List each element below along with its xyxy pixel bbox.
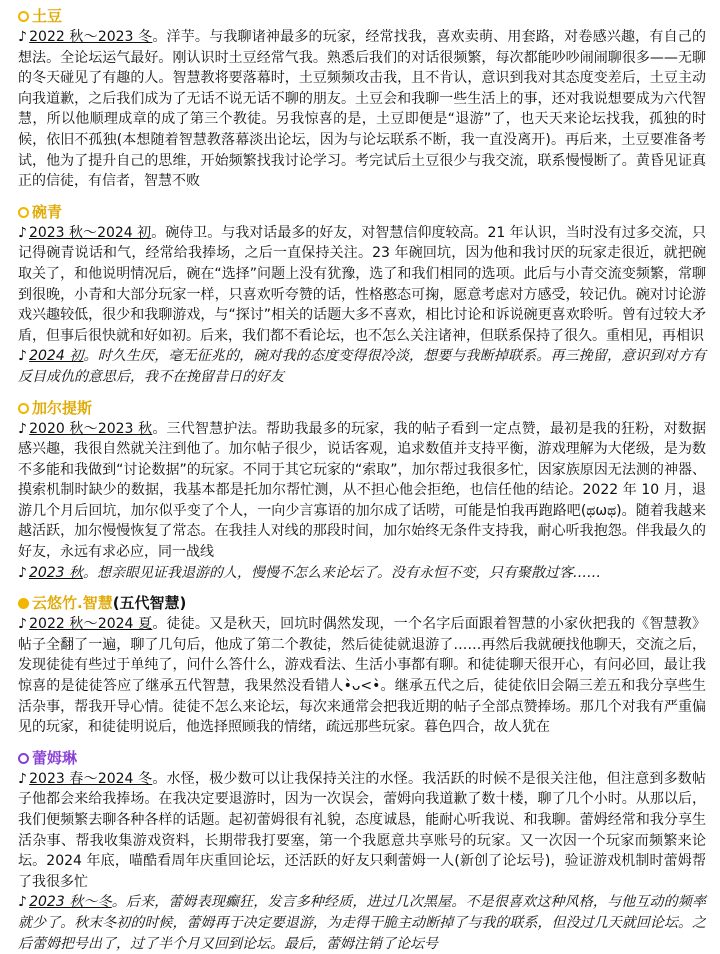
music-note-icon: ♪: [18, 224, 27, 241]
music-note-icon: ♪: [18, 29, 28, 45]
entry-paragraph-epilogue: [18, 346, 706, 387]
circle-bullet-icon: [18, 753, 29, 764]
filled-circle-bullet-icon: [18, 598, 29, 609]
entry-tudou: [18, 6, 706, 192]
music-note-icon: ♪: [18, 894, 28, 911]
entry-text: 。时久生厌，毫无征兆的，碗对我的态度变得很冷淡，想要与我断掉联系。再三挽留，意识到对方有反目成仇的意思后，我不在挽留昔日的好友: [18, 348, 706, 385]
entry-header: [18, 593, 706, 614]
circle-bullet-icon: [18, 11, 29, 22]
entry-paragraph: [18, 614, 706, 738]
entry-name: 蕾姆琳: [32, 748, 78, 767]
music-note-icon: ♪: [18, 770, 28, 787]
entry-text: 。水怪，极少数可以让我保持关注的水怪。我活跃的时候不是很关注他，但注意到多数帖子他都会来给我捧场。在我决定要退游时，因为一次误会，蕾姆向我道歉了数十楼，聊了几个小时。从那以后，我们便频繁去聊各种各样的话题。起初蕾姆很有礼貌，态度诚恳，能耐心听我说、和我聊。蕾姆经常和我分享生活杂事、帮我收集游戏资料，长期带我打要塞，第一个我愿意共享账号的玩家。又一次因一个玩家而频繁来论坛。2024 年底，喵酷看周年庆重回论坛，还活跃的好友只剩蕾姆一人(新创了论坛号)，验证游戏机制时蕾姆帮了我很多忙: [18, 770, 706, 890]
entry-period: 2022 秋～2023 冬: [29, 29, 153, 45]
circle-bullet-icon: [18, 207, 29, 218]
entry-header: [18, 6, 706, 27]
entry-subtitle: (五代智慧): [112, 594, 187, 613]
entry-wanqing: [18, 202, 706, 388]
entry-jiaertisi: [18, 398, 706, 584]
entry-paragraph: [18, 223, 706, 347]
entry-name: 土豆: [32, 7, 63, 25]
entry-text: 。后来，蕾姆表现癫狂，发言多种经质，进过几次黑屋。不是很喜欢这种风格，与他互动的频率就少了。秋末冬初的时候，蕾姆再于决定要退游，为走得干脆主动断掉了与我的联系，但没过几天就回论坛。之后蕾姆把号出了，过了半个月又回到论坛。最后，蕾姆注销了论坛号: [18, 894, 706, 952]
entry-header: [18, 748, 706, 769]
circle-bullet-icon: [18, 403, 29, 414]
entry-period: 2023 春～2024 冬: [29, 770, 153, 787]
entry-text: 。洋芋。与我聊诸神最多的玩家，经常找我，喜欢卖萌、用套路，对卷感兴趣，有自己的想法。全论坛运气最好。刚认识时土豆经常气我。熟悉后我们的对话很频繁，每次都能吵吵闹闹聊很多——无聊的冬天碰见了有趣的人。智慧教将要落幕时，土豆频频攻击我，且不肯认，意识到我对其态度变差后，土豆主动向我道歉，之后我们成为了无话不说无话不聊的朋友。土豆会和我聊一些生活上的事，还对我说想要成为六代智慧，所以他顺理成章的成了第三个教徒。另我惊喜的是，土豆即便是“退游”了，也天天来论坛找我，孤独的时候，依旧不孤独(本想随着智慧教落幕淡出论坛，因为与论坛联系不断，我一直没离开)。再后来，土豆要准备考试，他为了提升自己的思维，开始频繁找我讨论学习。考完试后土豆很少与我交流，联系慢慢断了。黄昏见证真正的信徒，有信者，智慧不败: [18, 29, 706, 190]
entry-paragraph-epilogue: [18, 892, 706, 954]
music-note-icon: ♪: [18, 564, 27, 581]
entry-paragraph: [18, 419, 706, 563]
entry-text: 。徒徒。又是秋天，回坑时偶然发现，一个名字后面跟着智慧的小家伙把我的《智慧教》帖子全翻了一遍，聊了几句后，他成了第二个教徒，然后徒徒就退游了……再然后我就硬找他聊天，交流之后，发现徒徒有些过于单纯了，问什么答什么，游戏看法、生活小事都有聊。和徒徒聊天很开心，有问必回，最让我惊喜的是徒徒答应了继承五代智慧，我果然没看错人•̀ᴗ<•̀。继承五代之后，徒徒依旧会隔三差五和我分享些生活杂事，帮我开导心情。徒徒不怎么来论坛，每次来通常会把我近期的帖子全部点赞捧场。那几个对我有严重偏见的玩家，和徒徒明说后，他选择照顾我的情绪，疏远那些玩家。暮色四合，故人犹在: [18, 616, 706, 736]
music-note-icon: ♪: [18, 348, 28, 365]
entry-text: 。碗侍卫。与我对话最多的好友，对智慧信仰度较高。21 年认识，当时没有过多交流，只记得碗青说话和气，经常给我捧场，之后一直保持关注。23 年碗回坑，因为他和我讨厌的玩家走很近，就把碗取关了，和他说明情况后，碗在“选择”问题上没有犹豫，选了和我们相同的选项。此后与小青交流变频繁，常聊到很晚，小青和大部分玩家一样，只喜欢听夸赞的话，性格憨态可掬，愿意考虑对方感受，较记仇。碗对讨论游戏兴趣较低，很少和我聊游戏，与“探讨”相关的话题大多不喜欢，相比讨论和诉说碗更喜欢聆听。曾有过较大矛盾，但事后很快就和好如初。后来，我们都不看论坛，也不怎么关注诸神，但联系保持了很久。重相见，再相识: [18, 224, 706, 344]
entry-text: 。想亲眼见证我退游的人，慢慢不怎么来论坛了。没有永恒不变，只有聚散过客……: [83, 564, 602, 581]
entry-period: 2024 初: [29, 348, 84, 365]
music-note-icon: ♪: [18, 616, 28, 633]
entry-paragraph-epilogue: [18, 563, 706, 584]
entry-paragraph: [18, 27, 706, 192]
entry-period: 2020 秋～2023 秋: [29, 420, 153, 437]
entry-header: [18, 398, 706, 419]
entry-name: 碗青: [32, 202, 63, 221]
entry-period: 2023 秋: [28, 564, 84, 581]
entry-text: 。三代智慧护法。帮助我最多的玩家，我的帖子看到一定点赞，最初是我的狂粉，对数据感兴趣，我很自然就关注到他了。加尔帖子很少，说话客观，追求数值并支持平衡，游戏理解为大佬级，是为数不多能和我做到“讨论数据”的玩家。不同于其它玩家的“索取”，加尔帮过我很多忙，因家族原因无法测的神器、摸索机制时缺少的数据，我基本都是托加尔帮忙测，从不担心他会拒绝，也信任他的结论。2022 年 10 月，退游几个月后回坑，加尔似乎变了个人，一向少言寡语的加尔成了话唠，可能是怕我再跑路吧(ಥωಥ)。随着我越来越活跃，加尔慢慢恢复了常态。在我挂人对线的那段时间，加尔始终无条件支持我，耐心听我抱怨。伴我最久的好友，永远有求必应，同一战线: [18, 420, 706, 561]
entry-period: 2023 秋～2024 初: [28, 224, 152, 241]
entry-header: [18, 202, 706, 223]
entry-leimulin: [18, 748, 706, 954]
entry-period: 2023 秋～冬: [29, 894, 112, 911]
entry-name: 加尔提斯: [32, 398, 93, 417]
entry-name: 云悠竹.智慧: [32, 594, 113, 613]
music-note-icon: ♪: [18, 420, 28, 437]
entry-period: 2022 秋～2024 夏: [29, 616, 153, 633]
entry-paragraph: [18, 769, 706, 893]
entry-yunyouzhu: [18, 593, 706, 738]
